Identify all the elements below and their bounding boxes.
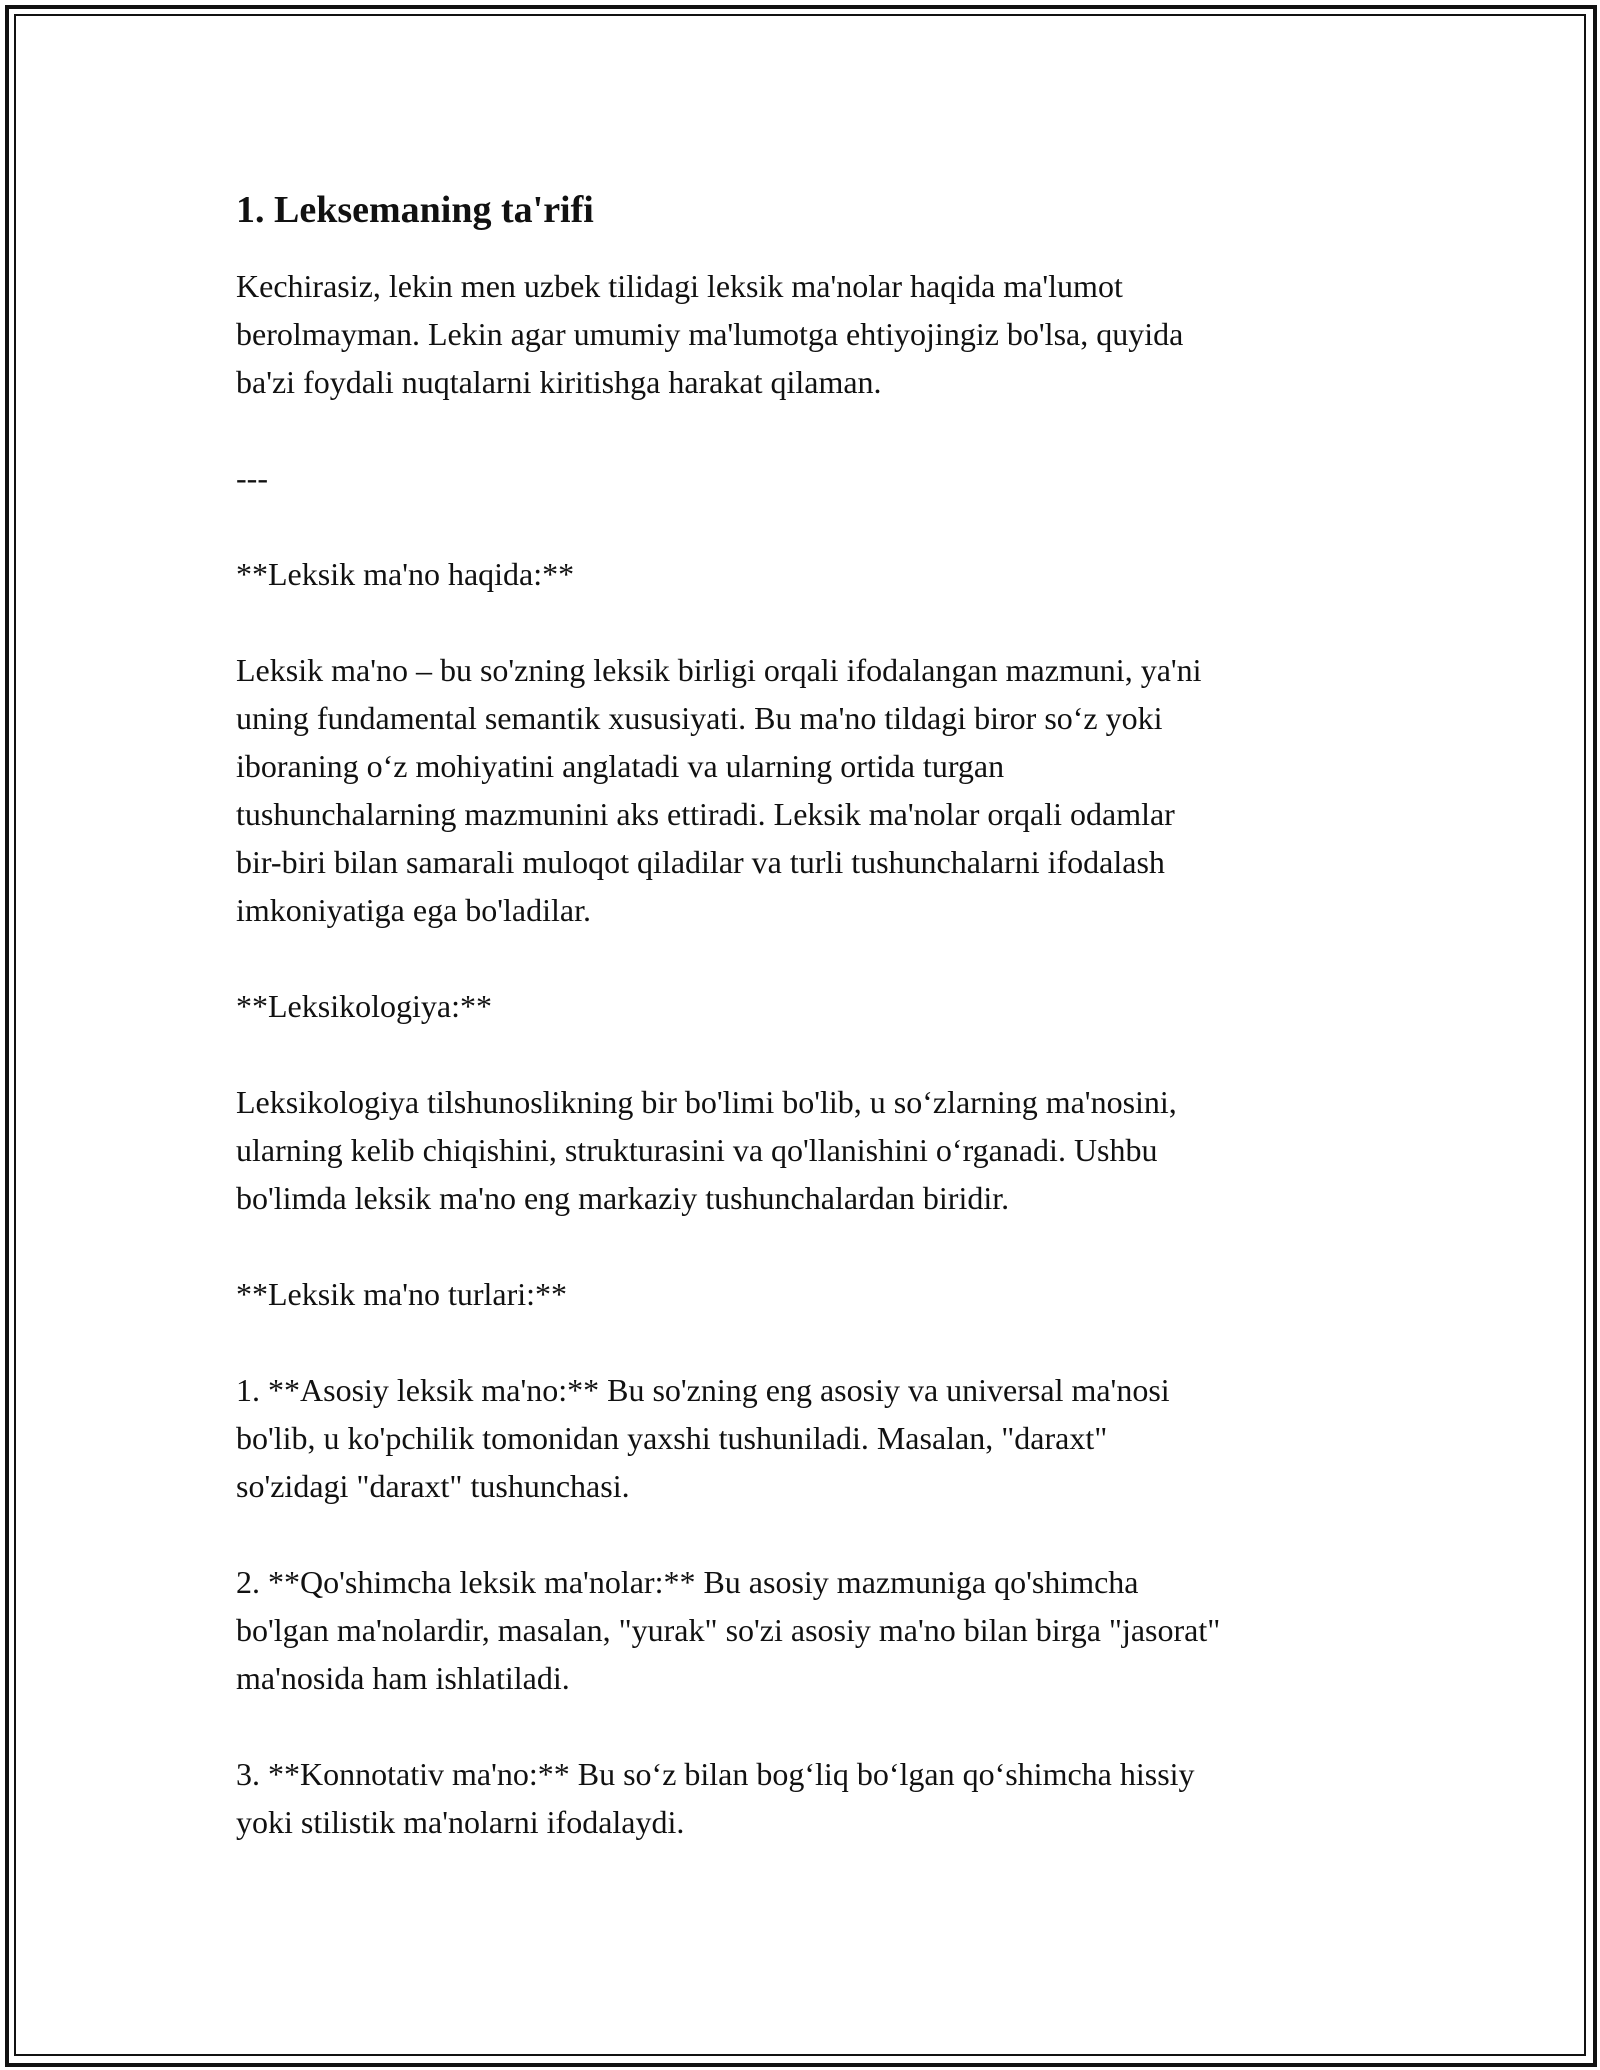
lexicology-paragraph: Leksikologiya tilshunoslikning bir bo'limi bo'lib, u so‘zlarning ma'nosini, ularning kelib chiqishini, strukturasini va qo'llanishini o‘rganadi. Ushbu bo'limda leksik ma'no eng markaziy tushunchalardan biridir. xyxy=(236,1084,1177,1216)
document-body xyxy=(236,186,1386,1894)
subheading-lexical-meaning: **Leksik ma'no haqida:** xyxy=(236,556,575,592)
list-item-connotative-meaning: 3. **Konnotativ ma'no:** Bu so‘z bilan bog‘liq bo‘lgan qo‘shimcha hissiy yoki stilistik ma'nolarni ifodalaydi. xyxy=(236,1756,1195,1840)
subheading-lexicology: **Leksikologiya:** xyxy=(236,988,492,1024)
separator-line: --- xyxy=(236,460,268,496)
intro-paragraph: Kechirasiz, lekin men uzbek tilidagi leksik ma'nolar haqida ma'lumot berolmayman. Lekin agar umumiy ma'lumotga ehtiyojingiz bo'lsa, quyida ba'zi foydali nuqtalarni kiritishga harakat qilaman. xyxy=(236,268,1184,400)
list-item-additional-meanings: 2. **Qo'shimcha leksik ma'nolar:** Bu asosiy mazmuniga qo'shimcha bo'lgan ma'nolardir, masalan, "yurak" so'zi asosiy ma'no bilan birga "jasorat" ma'nosida ham ishlatiladi. xyxy=(236,1564,1221,1696)
list-item-basic-meaning: 1. **Asosiy leksik ma'no:** Bu so'zning eng asosiy va universal ma'nosi bo'lib, u ko'pchilik tomonidan yaxshi tushuniladi. Masalan, "daraxt" so'zidagi "daraxt" tushunchasi. xyxy=(236,1372,1170,1504)
lexical-meaning-paragraph: Leksik ma'no – bu so'zning leksik birligi orqali ifodalangan mazmuni, ya'ni uning fundamental semantik xususiyati. Bu ma'no tildagi biror so‘z yoki iboraning o‘z mohiyatini anglatadi va ularning ortida turgan tushunchalarning mazmunini aks ettiradi. Leksik ma'nolar orqali odamlar bir-biri bilan samarali muloqot qiladilar va turli tushunchalarni ifodalash imkoniyatiga ega bo'ladilar. xyxy=(236,652,1202,928)
subheading-meaning-types: **Leksik ma'no turlari:** xyxy=(236,1276,568,1312)
section-heading: 1. Leksemaning ta'rifi xyxy=(236,189,594,231)
